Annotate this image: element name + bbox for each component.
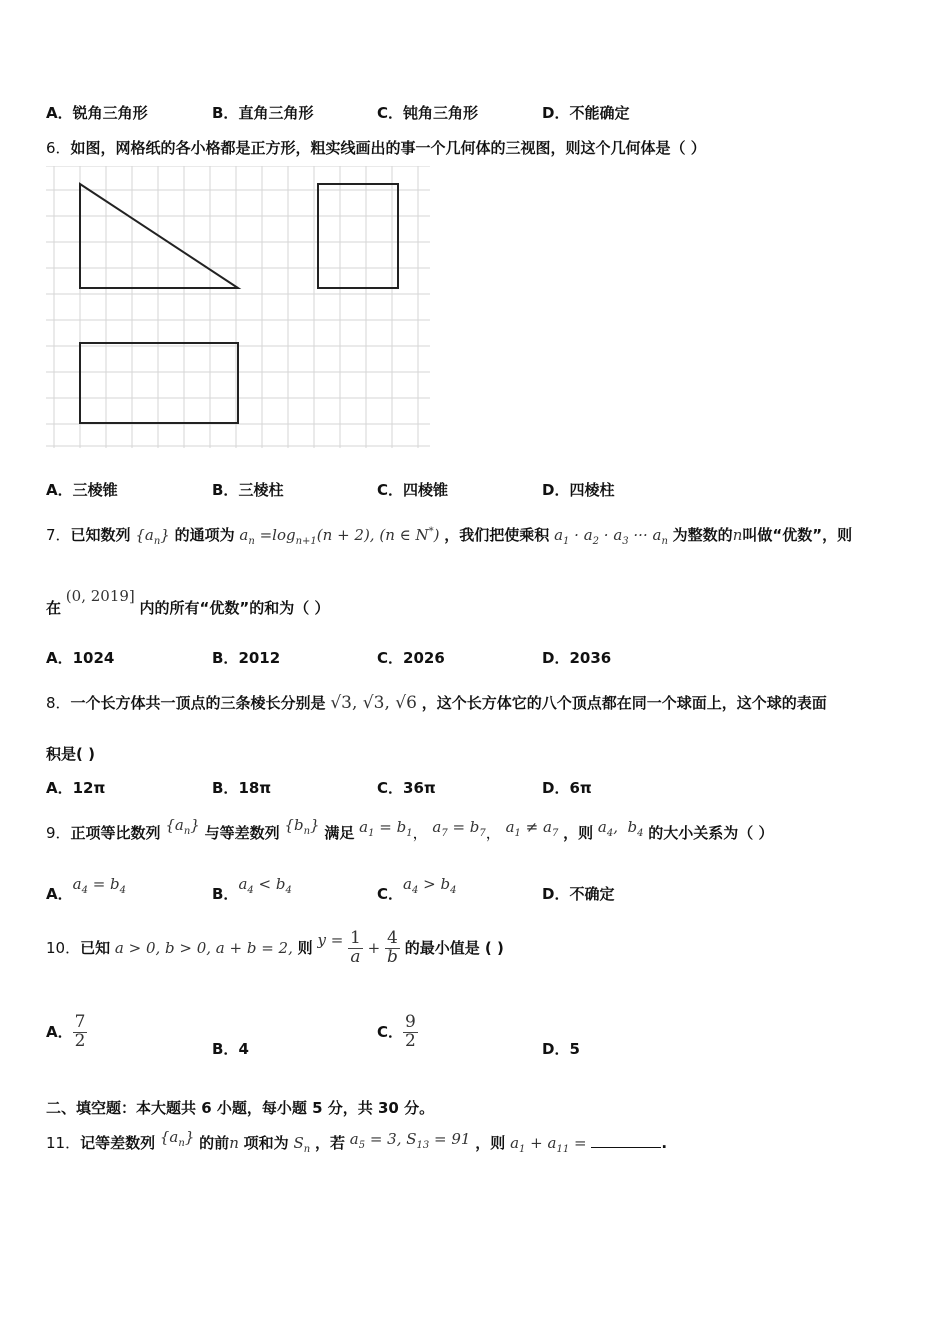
q7-stem-line1: 7．已知数列 $\{a_n\}$ 的通项为 $a_n =\log_{n+1}(n + 2)$, (n ∈ N*) ，我们把使乘积 $a_1 \cdot a_2 \cdot a_3$ ··· $a_n$ 为整数的n叫做“优数”，则 xyxy=(46,526,853,547)
q10-frac-1-a: $\frac{1}{a}$ xyxy=(350,928,361,967)
q6-option-b: B．三棱柱 xyxy=(212,481,284,499)
q8-stem-line1: 8．一个长方体共一顶点的三条棱长分别是 √3, √3, √6 ，这个长方体它的八个顶点都在同一个球面上，这个球的表面 xyxy=(46,693,827,713)
q10-option-a: A． $\frac{7}{2}$ xyxy=(46,1012,86,1051)
q7-product: $a_1 \cdot a_2 \cdot a_3$ ··· $a_n$ xyxy=(554,526,668,547)
q8-option-d: D．6π xyxy=(542,779,592,797)
q9-option-b: B．$a_4 < b_4$ xyxy=(212,875,292,903)
q8-option-a: A．12π xyxy=(46,779,106,797)
q7-stem-line2: 在 (0, 2019] 内的所有“优数”的和为（ ） xyxy=(46,587,330,617)
section-heading-fill-in: 二、填空题：本大题共 6 小题，每小题 5 分，共 30 分。 xyxy=(46,1099,435,1117)
q7-option-b: B．2012 xyxy=(212,649,281,667)
q6-option-c: C．四棱锥 xyxy=(377,481,449,499)
q6-option-a: A．三棱锥 xyxy=(46,481,118,499)
q5-option-a: A．锐角三角形 xyxy=(46,104,148,122)
q9-option-d: D．不确定 xyxy=(542,885,615,903)
three-view-figure xyxy=(46,166,430,448)
q6-stem: 6．如图，网格纸的各小格都是正方形，粗实线画出的事一个几何体的三视图，则这个几何体是（ ） xyxy=(46,139,706,157)
q8-edges: √3, √3, √6 xyxy=(330,693,417,713)
q11-answer-blank[interactable] xyxy=(591,1133,661,1148)
q7-interval: (0, 2019] xyxy=(65,587,135,605)
q10-option-d: D．5 xyxy=(542,1040,580,1058)
top-view-rectangle xyxy=(80,343,238,423)
q10-option-b: B．4 xyxy=(212,1040,249,1058)
q7-option-d: D．2036 xyxy=(542,649,612,667)
q6-option-d: D．四棱柱 xyxy=(542,481,615,499)
front-view-triangle xyxy=(80,184,238,288)
q7-formula: $a_n =\log_{n+1}(n + 2)$, (n ∈ N*) xyxy=(239,526,440,547)
side-view-rectangle xyxy=(318,184,398,288)
q7-option-a: A．1024 xyxy=(46,649,115,667)
q10-option-c: C． $\frac{9}{2}$ xyxy=(377,1012,416,1051)
q10-frac-4-b: $\frac{4}{b}$ xyxy=(387,928,398,967)
q10-condition: a > 0, b > 0, a + b = 2, xyxy=(114,938,293,957)
q8-stem-line2: 积是( ) xyxy=(46,745,95,763)
q5-option-c: C．钝角三角形 xyxy=(377,104,479,122)
q10-stem: 10．已知 a > 0, b > 0, a + b = 2, 则 y = $\frac{1}{a}$ + $\frac{4}{b}$ 的最小值是 ( ) xyxy=(46,928,504,967)
q5-option-d: D．不能确定 xyxy=(542,104,630,122)
q7-option-c: C．2026 xyxy=(377,649,445,667)
q7-seq-an: $\{a_n\}$ xyxy=(135,526,170,547)
q11-stem: 11．记等差数列 $\{a_n\}$ 的前n 项和为 $S_n$ ，若 $a_5 = 3$, $S_{13} = 91$ ，则 $a_1 + a_{11}$ = . xyxy=(46,1128,668,1155)
q8-option-b: B．18π xyxy=(212,779,272,797)
q8-option-c: C．36π xyxy=(377,779,436,797)
q9-option-c: C．$a_4 > b_4$ xyxy=(377,875,457,903)
q5-option-b: B．直角三角形 xyxy=(212,104,314,122)
q9-option-a: A．$a_4 = b_4$ xyxy=(46,875,127,903)
q9-stem: 9．正项等比数列 $\{a_n\}$ 与等差数列 $\{b_n\}$ 满足 $a_1 = b_1$， $a_7 = b_7$， $a_1 \ne a_7$ ，则 $a_4$, $b_4$ 的大小关系为（ ） xyxy=(46,816,774,842)
